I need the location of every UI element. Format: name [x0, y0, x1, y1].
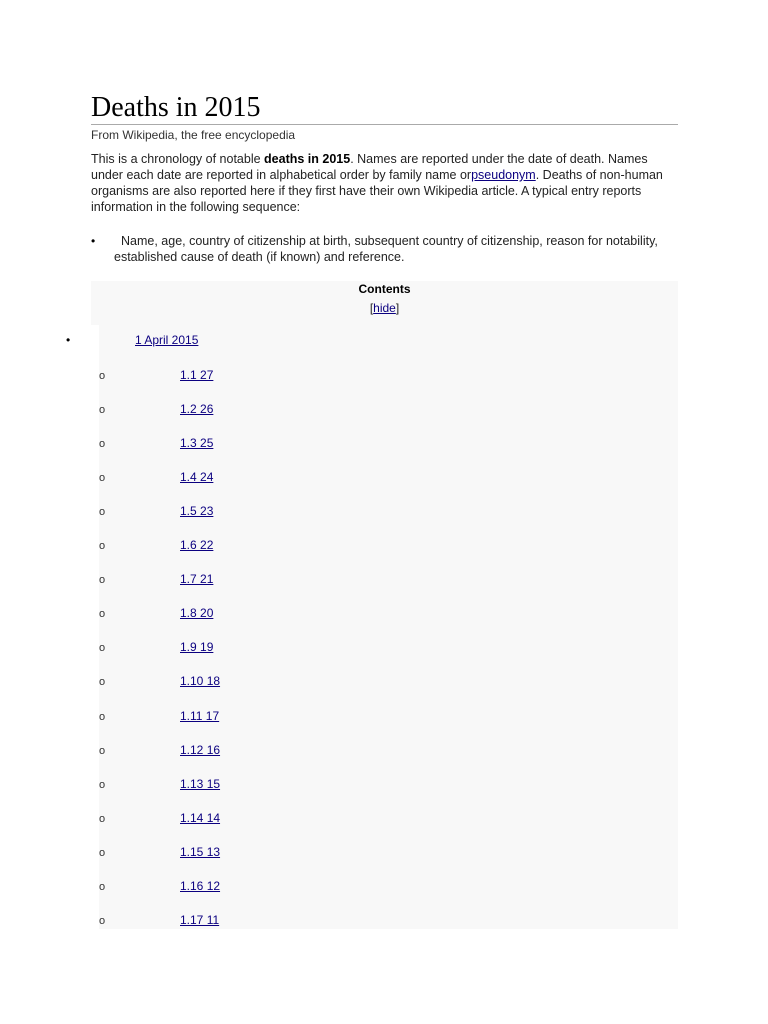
- toc-subsection-link[interactable]: 1.12 16: [180, 743, 221, 757]
- intro-bold-term: deaths in 2015: [264, 152, 351, 166]
- toc-subsection-bullet: o: [99, 711, 106, 723]
- toc-subsection-bullet: o: [99, 813, 106, 825]
- title-divider: [91, 124, 678, 125]
- toc-subsection-bullet: o: [99, 404, 106, 416]
- pseudonym-link[interactable]: pseudonym: [471, 168, 536, 182]
- toc-hide-link[interactable]: hide: [373, 301, 396, 315]
- toc-subsection-bullet: o: [99, 472, 106, 484]
- page-tagline: From Wikipedia, the free encyclopedia: [91, 128, 296, 142]
- toc-subsection-bullet: o: [99, 745, 106, 757]
- toc-subsection-link[interactable]: 1.9 19: [180, 640, 214, 654]
- toc-subsection-link[interactable]: 1.15 13: [180, 845, 221, 859]
- toc-subsection-bullet: o: [99, 676, 106, 688]
- toc-close-bracket: ]: [395, 301, 400, 315]
- toc-toggle: [91, 301, 678, 316]
- intro-text-2: . Names are reported under the date of death. Names under each date are reported in alphabetical order by family name or: [91, 152, 648, 182]
- toc-title: Contents: [358, 282, 411, 296]
- toc-subsection-bullet: o: [99, 642, 106, 654]
- toc-subsection-link[interactable]: 1.5 23: [180, 504, 214, 518]
- toc-subsection-link[interactable]: 1.14 14: [180, 811, 221, 825]
- sequence-bullet: •: [91, 234, 96, 248]
- toc-subsection-link[interactable]: 1.17 11: [180, 913, 220, 927]
- toc-subsection-bullet: o: [99, 881, 106, 893]
- toc-subsection-bullet: o: [99, 574, 106, 586]
- toc-section-link[interactable]: 1 April 2015: [135, 333, 199, 347]
- intro-text-1: This is a chronology of notable: [91, 152, 265, 166]
- toc-subsection-link[interactable]: 1.4 24: [180, 470, 214, 484]
- toc-subsection-link[interactable]: 1.7 21: [180, 572, 214, 586]
- toc-subsection-bullet: o: [99, 438, 106, 450]
- toc-subsection-bullet: o: [99, 779, 106, 791]
- toc-subsection-link[interactable]: 1.11 17: [180, 709, 220, 723]
- toc-subsection-link[interactable]: 1.3 25: [180, 436, 214, 450]
- toc-section-bullet: •: [66, 333, 71, 347]
- toc-subsection-bullet: o: [99, 370, 106, 382]
- toc-subsection-link[interactable]: 1.16 12: [180, 879, 221, 893]
- page-title: Deaths in 2015: [91, 92, 261, 123]
- toc-subsection-link[interactable]: 1.13 15: [180, 777, 221, 791]
- toc-header: [91, 280, 678, 316]
- intro-text-3: . Deaths of non-human organisms are also reported here if they first have their own Wikipedia article. A typical entry reports information in the following sequence:: [91, 168, 663, 214]
- toc-subsection-link[interactable]: 1.6 22: [180, 538, 214, 552]
- sequence-item: Name, age, country of citizenship at birth, subsequent country of citizenship, reason for notability, established cause of death (if known) and reference.: [114, 234, 658, 264]
- toc-subsection-link[interactable]: 1.2 26: [180, 402, 214, 416]
- toc-subsection-link[interactable]: 1.8 20: [180, 606, 214, 620]
- intro-paragraph: [91, 151, 681, 215]
- toc-subsection-bullet: o: [99, 915, 106, 927]
- toc-open-bracket: [: [369, 301, 374, 315]
- toc-subsection-bullet: o: [99, 847, 106, 859]
- toc-subsection-link[interactable]: 1.10 18: [180, 674, 221, 688]
- toc-subsection-bullet: o: [99, 540, 106, 552]
- toc-subsection-bullet: o: [99, 506, 106, 518]
- toc-subsection-bullet: o: [99, 608, 106, 620]
- toc-subsection-link[interactable]: 1.1 27: [180, 368, 214, 382]
